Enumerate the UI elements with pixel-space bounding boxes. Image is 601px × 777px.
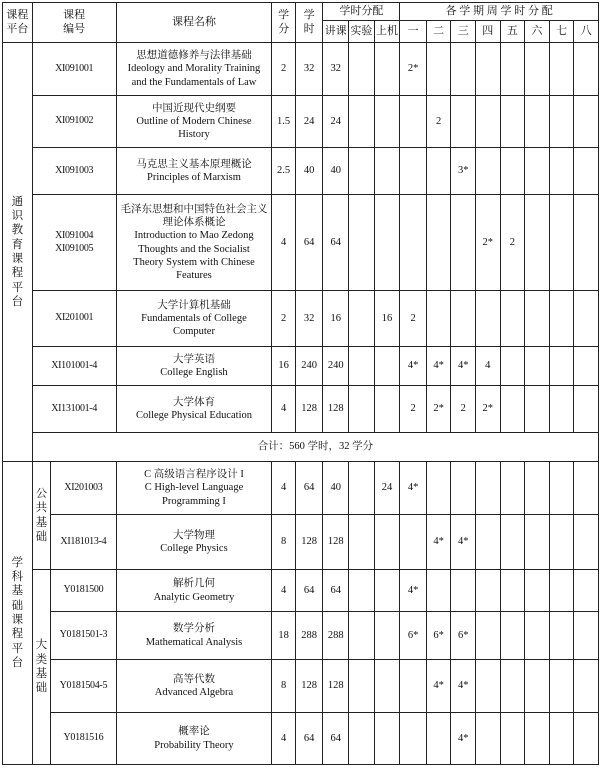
course-credits: 4 <box>272 462 296 515</box>
semester-2-hours: 4* <box>426 347 451 386</box>
semester-6-hours <box>525 347 550 386</box>
semester-3-hours: 4* <box>451 660 476 713</box>
course-name-cn: 概率论 <box>178 726 210 738</box>
course-name <box>116 386 272 433</box>
semester-1-hours: 4* <box>400 570 427 612</box>
course-hours: 32 <box>295 291 323 347</box>
course-credits: 2 <box>272 291 296 347</box>
semester-4-hours <box>476 570 501 612</box>
course-credits: 8 <box>272 515 296 570</box>
computer-hours <box>374 96 400 148</box>
semester-3-hours <box>451 96 476 148</box>
experiment-hours <box>349 660 375 713</box>
semester-8-hours <box>574 570 599 612</box>
semester-3-hours <box>451 43 476 96</box>
computer-hours <box>374 660 400 713</box>
semester-7-hours <box>549 462 574 515</box>
semester-2-hours <box>426 570 451 612</box>
table-row <box>3 43 599 96</box>
header-platform: 课程 平台 <box>3 3 33 43</box>
course-name-en: Ideology and Morality Training <box>127 63 261 75</box>
semester-1-hours <box>400 515 427 570</box>
semester-4-hours: 4 <box>476 347 501 386</box>
semester-5-hours: 2 <box>500 195 525 291</box>
course-hours: 64 <box>295 570 323 612</box>
course-code: Y0181504-5 <box>51 660 117 713</box>
semester-4-hours <box>476 713 501 765</box>
course-name <box>116 43 272 96</box>
computer-hours <box>374 347 400 386</box>
semester-5-hours <box>500 43 525 96</box>
semester-4-hours <box>476 43 501 96</box>
course-name <box>116 148 272 195</box>
semester-1-hours: 2 <box>400 386 427 433</box>
semester-4-hours <box>476 462 501 515</box>
semester-3-hours: 3* <box>451 148 476 195</box>
course-name <box>116 195 272 291</box>
lecture-hours: 128 <box>323 660 349 713</box>
course-code: XI201003 <box>51 462 117 515</box>
semester-5-hours <box>500 96 525 148</box>
semester-6-hours <box>525 612 550 660</box>
semester-6-hours <box>525 660 550 713</box>
semester-3-hours: 4* <box>451 713 476 765</box>
course-name <box>116 515 272 570</box>
lecture-hours: 16 <box>323 291 349 347</box>
semester-1-hours: 4* <box>400 462 427 515</box>
course-name-cn: 高等代数 <box>172 673 215 685</box>
semester-3-hours: 6* <box>451 612 476 660</box>
course-hours: 128 <box>295 660 323 713</box>
experiment-hours <box>349 43 375 96</box>
semester-6-hours <box>525 43 550 96</box>
lecture-hours: 64 <box>323 570 349 612</box>
course-code: XI181013-4 <box>51 515 117 570</box>
header-name: 课程名称 <box>116 3 272 43</box>
semester-7-hours <box>549 386 574 433</box>
semester-6-hours <box>525 291 550 347</box>
lecture-hours: 288 <box>323 612 349 660</box>
semester-8-hours <box>574 195 599 291</box>
course-name-en: Fundamentals of College <box>141 312 247 324</box>
course-name <box>116 612 272 660</box>
course-name <box>116 96 272 148</box>
course-hours: 128 <box>295 515 323 570</box>
semester-7-hours <box>549 347 574 386</box>
semester-2-hours <box>426 148 451 195</box>
table-row <box>3 713 599 765</box>
semester-2-hours <box>426 713 451 765</box>
semester-8-hours <box>574 612 599 660</box>
semester-6-hours <box>525 570 550 612</box>
table-row <box>3 291 599 347</box>
header-semester-8: 八 <box>574 21 599 43</box>
semester-5-hours <box>500 570 525 612</box>
table-row <box>3 660 599 713</box>
semester-6-hours <box>525 515 550 570</box>
lecture-hours: 40 <box>323 148 349 195</box>
semester-1-hours <box>400 660 427 713</box>
semester-1-hours: 6* <box>400 612 427 660</box>
semester-5-hours <box>500 291 525 347</box>
course-credits: 2.5 <box>272 148 296 195</box>
summary-row <box>3 433 599 462</box>
course-hours: 64 <box>295 195 323 291</box>
semester-6-hours <box>525 386 550 433</box>
table-row <box>3 386 599 433</box>
lecture-hours: 128 <box>323 386 349 433</box>
semester-8-hours <box>574 660 599 713</box>
semester-3-hours: 4* <box>451 515 476 570</box>
category-major-basic: 大 类 基 础 <box>32 570 50 765</box>
course-name-cn: C 高级语言程序设计 I <box>144 469 244 481</box>
semester-4-hours <box>476 291 501 347</box>
course-credits: 16 <box>272 347 296 386</box>
course-credits: 4 <box>272 570 296 612</box>
semester-7-hours <box>549 660 574 713</box>
semester-2-hours <box>426 43 451 96</box>
course-hours: 64 <box>295 462 323 515</box>
semester-8-hours <box>574 386 599 433</box>
semester-1-hours: 2 <box>400 291 427 347</box>
semester-5-hours <box>500 148 525 195</box>
course-name-cn: 思想道德修养与法律基础 <box>136 50 252 62</box>
semester-1-hours: 4* <box>400 347 427 386</box>
semester-6-hours <box>525 713 550 765</box>
semester-7-hours <box>549 148 574 195</box>
semester-5-hours <box>500 660 525 713</box>
semester-7-hours <box>549 291 574 347</box>
semester-8-hours <box>574 148 599 195</box>
semester-2-hours: 6* <box>426 612 451 660</box>
course-name <box>116 347 272 386</box>
course-name-en: Features <box>176 269 212 281</box>
semester-4-hours <box>476 612 501 660</box>
semester-5-hours <box>500 386 525 433</box>
general-summary: 合计：560 学时，32 学分 <box>32 433 598 462</box>
semester-6-hours <box>525 148 550 195</box>
course-code: Y0181500 <box>51 570 117 612</box>
course-name-en: Thoughts and the Socialist <box>138 243 250 255</box>
semester-4-hours <box>476 148 501 195</box>
semester-2-hours <box>426 195 451 291</box>
course-name <box>116 462 272 515</box>
course-name-en: Principles of Marxism <box>147 172 241 183</box>
computer-hours <box>374 515 400 570</box>
semester-5-hours <box>500 515 525 570</box>
semester-5-hours <box>500 462 525 515</box>
course-code: Y0181501-3 <box>51 612 117 660</box>
semester-8-hours <box>574 515 599 570</box>
computer-hours <box>374 612 400 660</box>
course-name-cn: 大学体育 <box>172 396 215 408</box>
course-name-cn: 数学分析 <box>172 623 215 635</box>
course-credits: 2 <box>272 43 296 96</box>
experiment-hours <box>349 291 375 347</box>
table-row <box>3 148 599 195</box>
computer-hours: 24 <box>374 462 400 515</box>
course-credits: 18 <box>272 612 296 660</box>
semester-4-hours: 2* <box>476 195 501 291</box>
lecture-hours: 240 <box>323 347 349 386</box>
course-name-cn: 马克思主义基本原理概论 <box>136 158 252 170</box>
semester-7-hours <box>549 96 574 148</box>
course-name-en: Introduction to Mao Zedong <box>134 230 254 242</box>
semester-7-hours <box>549 515 574 570</box>
course-code: XI091003 <box>32 148 116 195</box>
course-name <box>116 660 272 713</box>
course-name-cn: 毛泽东思想和中国特色社会主义理论体系概论 <box>120 204 268 229</box>
semester-8-hours <box>574 462 599 515</box>
semester-5-hours <box>500 347 525 386</box>
semester-4-hours <box>476 515 501 570</box>
semester-6-hours <box>525 195 550 291</box>
semester-5-hours <box>500 713 525 765</box>
course-name-en: Probability Theory <box>154 739 234 751</box>
semester-2-hours <box>426 462 451 515</box>
semester-7-hours <box>549 195 574 291</box>
experiment-hours <box>349 148 375 195</box>
course-name-en: and the Fundamentals of Law <box>131 76 257 88</box>
semester-3-hours: 4* <box>451 347 476 386</box>
computer-hours: 16 <box>374 291 400 347</box>
course-code: XI201001 <box>32 291 116 347</box>
table-row <box>3 612 599 660</box>
semester-8-hours <box>574 96 599 148</box>
semester-2-hours: 4* <box>426 660 451 713</box>
lecture-hours: 32 <box>323 43 349 96</box>
semester-3-hours <box>451 570 476 612</box>
course-name-cn: 中国近现代史纲要 <box>151 102 236 114</box>
semester-4-hours <box>476 96 501 148</box>
semester-5-hours <box>500 612 525 660</box>
course-code: XI101001-4 <box>32 347 116 386</box>
semester-1-hours <box>400 195 427 291</box>
table-row <box>3 96 599 148</box>
semester-3-hours <box>451 195 476 291</box>
semester-8-hours <box>574 347 599 386</box>
course-name-en: College Physics <box>160 543 228 554</box>
semester-6-hours <box>525 96 550 148</box>
semester-8-hours <box>574 291 599 347</box>
semester-2-hours: 2 <box>426 96 451 148</box>
course-hours: 64 <box>295 713 323 765</box>
semester-4-hours: 2* <box>476 386 501 433</box>
course-credits: 4 <box>272 195 296 291</box>
experiment-hours <box>349 515 375 570</box>
semester-1-hours <box>400 713 427 765</box>
course-code: Y0181516 <box>51 713 117 765</box>
experiment-hours <box>349 462 375 515</box>
course-name-cn: 大学英语 <box>172 353 215 365</box>
header-semester-7: 七 <box>549 21 574 43</box>
course-name-en: Outline of Modern Chinese <box>136 115 252 127</box>
header-semester-1: 一 <box>400 21 427 43</box>
header-experiment: 实验 <box>349 21 375 43</box>
course-code: XI091001 <box>32 43 116 96</box>
experiment-hours <box>349 612 375 660</box>
course-hours: 24 <box>295 96 323 148</box>
semester-1-hours <box>400 96 427 148</box>
semester-1-hours <box>400 148 427 195</box>
experiment-hours <box>349 570 375 612</box>
course-hours: 240 <box>295 347 323 386</box>
experiment-hours <box>349 386 375 433</box>
course-hours: 128 <box>295 386 323 433</box>
course-name-en: College Physical Education <box>135 410 252 421</box>
computer-hours <box>374 195 400 291</box>
course-name-en: Programming I <box>162 495 226 507</box>
course-name-en: Analytic Geometry <box>153 591 235 603</box>
header-computer: 上机 <box>374 21 400 43</box>
table-row <box>3 515 599 570</box>
course-name <box>116 291 272 347</box>
header-semester-2: 二 <box>426 21 451 43</box>
semester-4-hours <box>476 660 501 713</box>
course-hours: 32 <box>295 43 323 96</box>
experiment-hours <box>349 713 375 765</box>
course-name-cn: 大学物理 <box>172 529 215 541</box>
semester-2-hours: 2* <box>426 386 451 433</box>
course-name-en: Theory System with Chinese <box>133 256 255 268</box>
course-name <box>116 570 272 612</box>
course-name-en: College English <box>160 367 228 378</box>
course-name-cn: 大学计算机基础 <box>157 299 231 311</box>
course-hours: 288 <box>295 612 323 660</box>
course-name-en: C High-level Language <box>144 482 244 494</box>
semester-7-hours <box>549 43 574 96</box>
course-name-en: Advanced Algebra <box>154 687 234 698</box>
semester-2-hours <box>426 291 451 347</box>
lecture-hours: 24 <box>323 96 349 148</box>
semester-3-hours <box>451 462 476 515</box>
header-semester-6: 六 <box>525 21 550 43</box>
header-credits: 学 分 <box>272 3 296 43</box>
header-semester-5: 五 <box>500 21 525 43</box>
lecture-hours: 64 <box>323 195 349 291</box>
platform-subject-basic: 学 科 基 础 课 程 平 台 <box>3 462 33 765</box>
header-hours-distribution: 学时分配 <box>323 3 400 21</box>
course-credits: 8 <box>272 660 296 713</box>
course-name-cn: 解析几何 <box>172 578 215 590</box>
course-name-en: Computer <box>172 326 215 338</box>
course-name-en: Mathematical Analysis <box>145 636 243 648</box>
semester-7-hours <box>549 570 574 612</box>
semester-8-hours <box>574 713 599 765</box>
platform-general-education: 通 识 教 育 课 程 平 台 <box>3 43 33 462</box>
semester-6-hours <box>525 462 550 515</box>
experiment-hours <box>349 347 375 386</box>
computer-hours <box>374 43 400 96</box>
course-name-en: History <box>178 129 210 141</box>
category-public-basic: 公 共 基 础 <box>32 462 50 570</box>
header-lecture: 讲课 <box>323 21 349 43</box>
course-hours: 40 <box>295 148 323 195</box>
table-row <box>3 570 599 612</box>
semester-7-hours <box>549 713 574 765</box>
semester-8-hours <box>574 43 599 96</box>
course-credits: 4 <box>272 386 296 433</box>
experiment-hours <box>349 96 375 148</box>
course-name <box>116 713 272 765</box>
header-hours: 学 时 <box>295 3 323 43</box>
computer-hours <box>374 148 400 195</box>
experiment-hours <box>349 195 375 291</box>
computer-hours <box>374 713 400 765</box>
computer-hours <box>374 386 400 433</box>
semester-2-hours: 4* <box>426 515 451 570</box>
table-row <box>3 462 599 515</box>
semester-3-hours <box>451 291 476 347</box>
header-semester-4: 四 <box>476 21 501 43</box>
semester-7-hours <box>549 612 574 660</box>
table-row <box>3 347 599 386</box>
course-code: XI091004 XI091005 <box>32 195 116 291</box>
lecture-hours: 40 <box>323 462 349 515</box>
course-credits: 4 <box>272 713 296 765</box>
semester-3-hours: 2 <box>451 386 476 433</box>
course-credits: 1.5 <box>272 96 296 148</box>
course-code: XI091002 <box>32 96 116 148</box>
table-row <box>3 195 599 291</box>
course-code: XI131001-4 <box>32 386 116 433</box>
lecture-hours: 64 <box>323 713 349 765</box>
semester-1-hours: 2* <box>400 43 427 96</box>
header-semester-3: 三 <box>451 21 476 43</box>
header-semester-distribution: 各 学 期 周 学 时 分 配 <box>400 3 599 21</box>
header-code: 课程 编号 <box>32 3 116 43</box>
computer-hours <box>374 570 400 612</box>
lecture-hours: 128 <box>323 515 349 570</box>
curriculum-table <box>2 2 599 765</box>
